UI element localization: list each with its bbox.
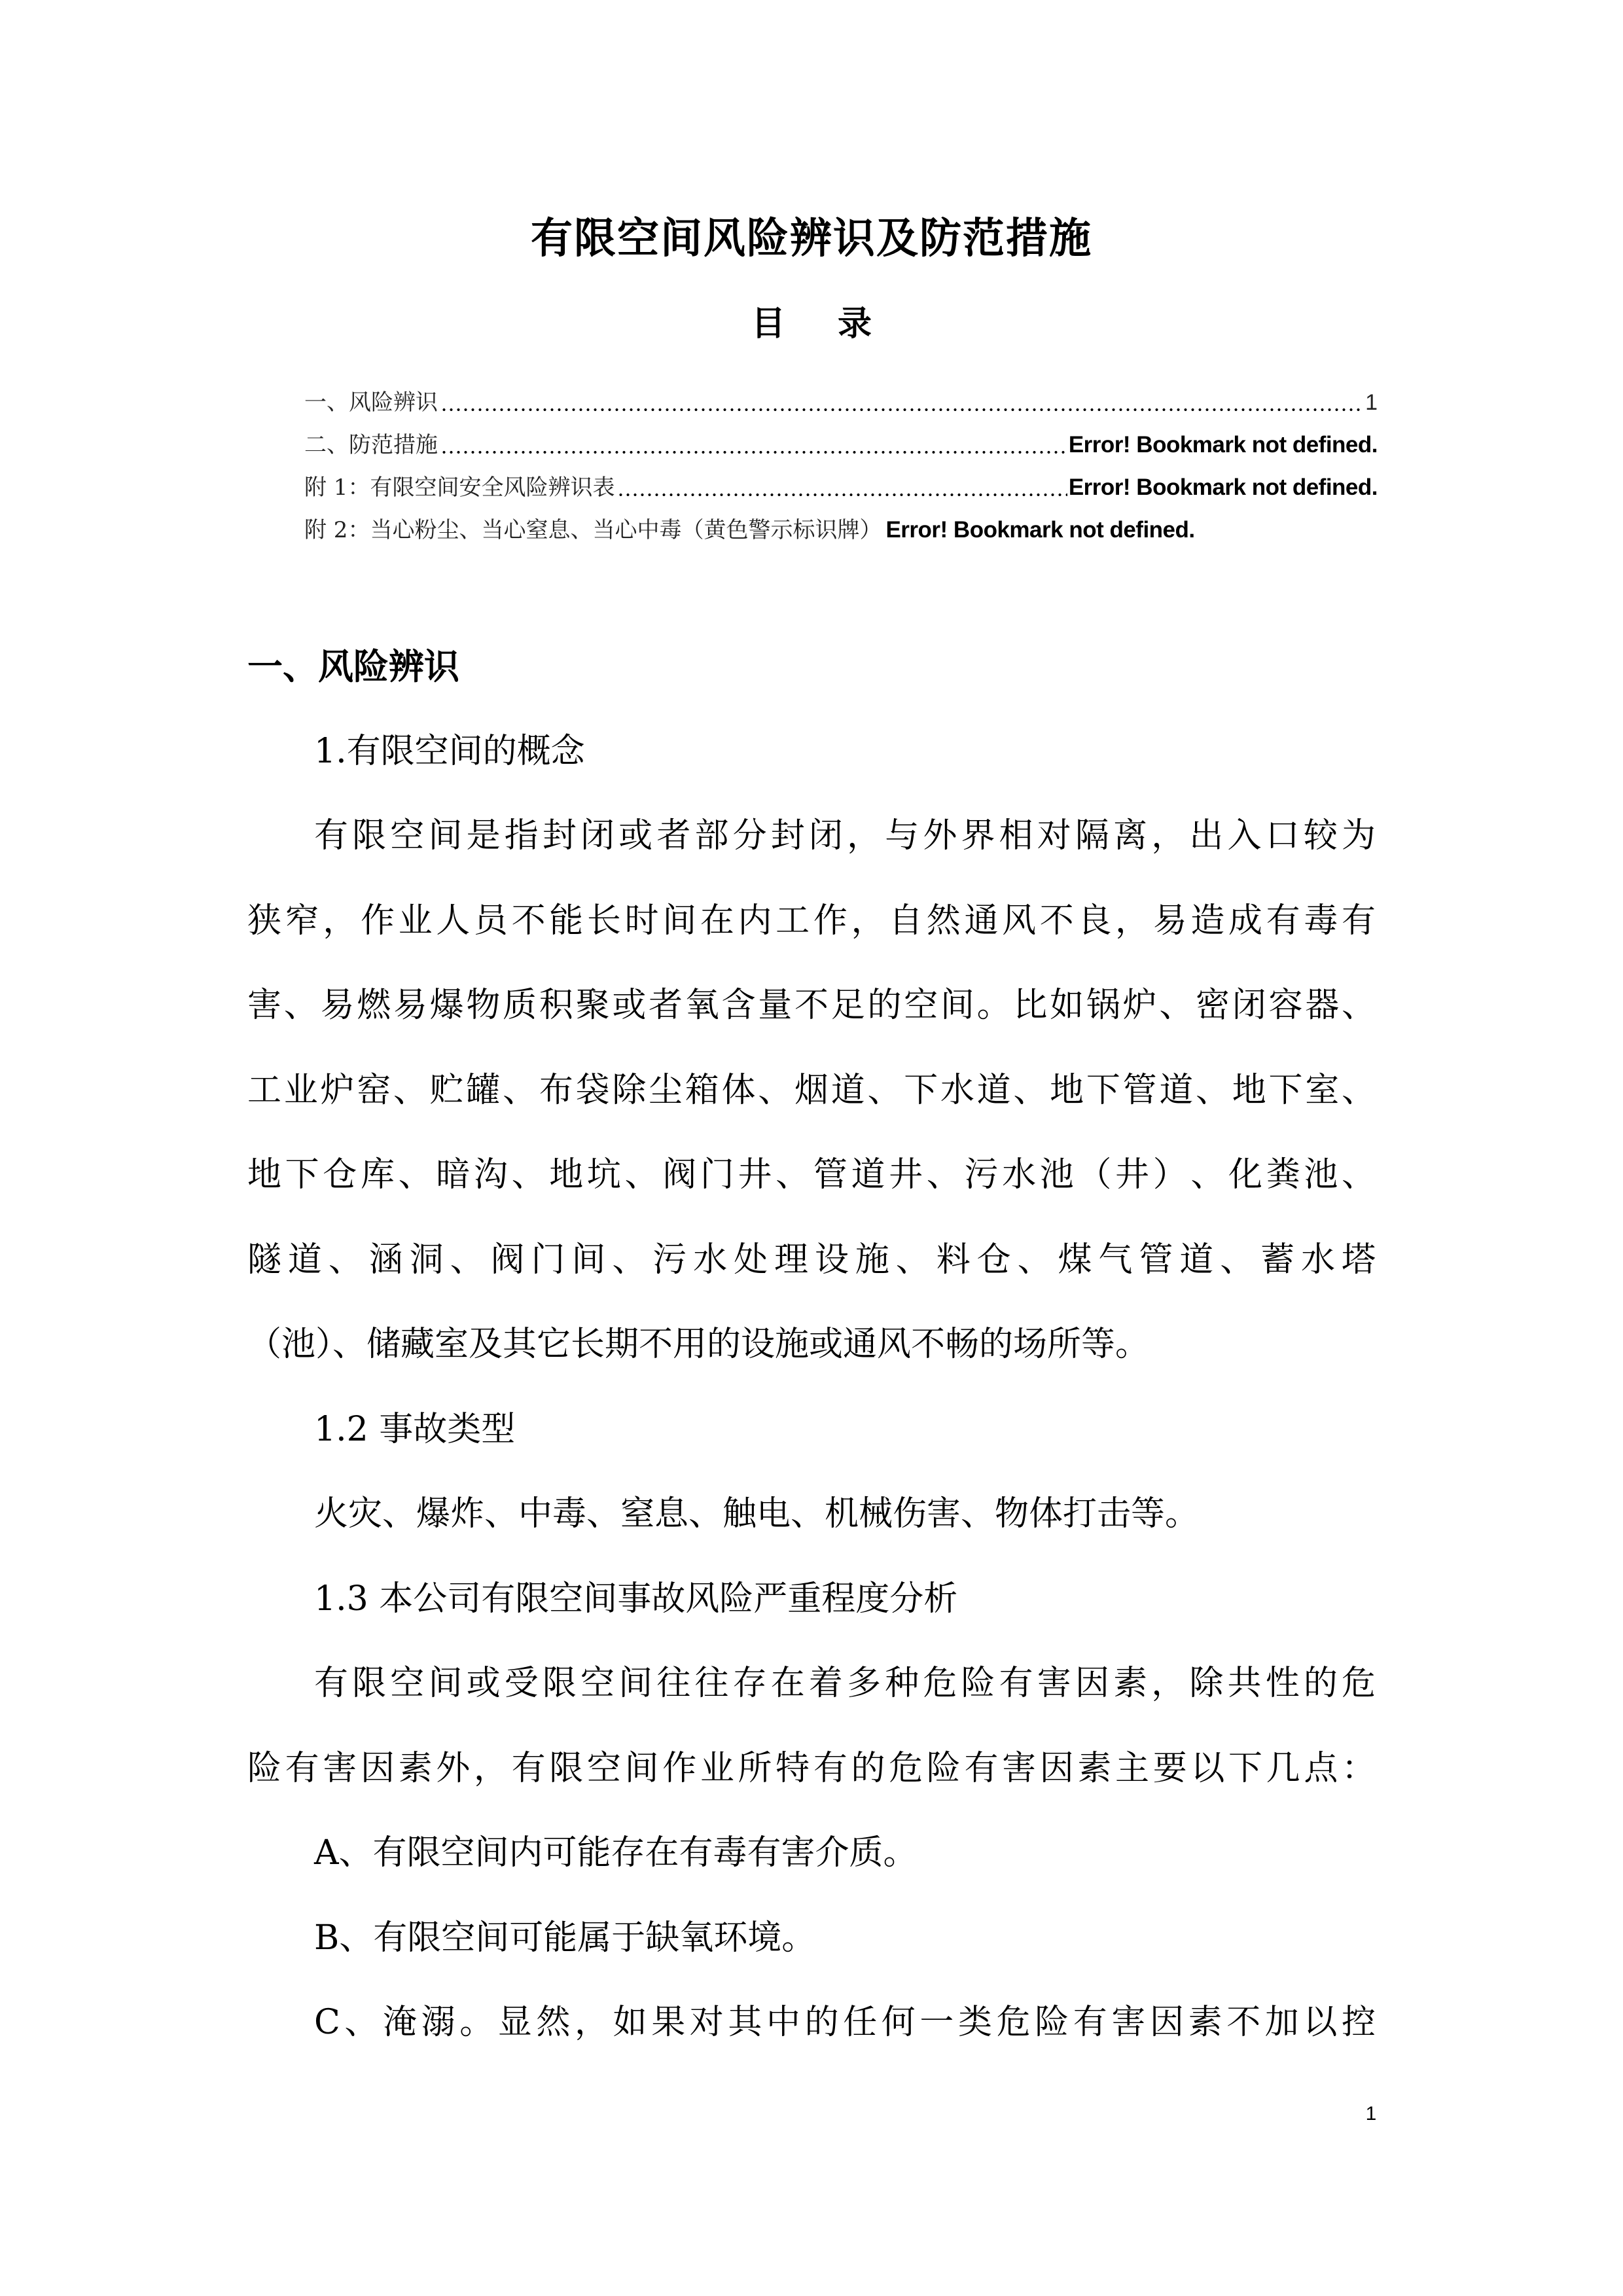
paragraph-line: （池）、储藏室及其它长期不用的设施或通风不畅的场所等。 (247, 1325, 1150, 1364)
justified-text: C​、​淹​溺​。​显​然​，​如​果​对​其​中​的​任​何​一​类​危​险​有​害​因​素​不​加​以​控 (314, 2003, 1376, 2042)
toc-heading (0, 301, 1623, 347)
toc-heading-char: 录 (838, 304, 872, 344)
paragraph-line (247, 1727, 1376, 1812)
subsection-title: 1.2 事故类型 (314, 1409, 516, 1449)
justified-text: 害​、​易​燃​易​爆​物​质​积​聚​或​者​氧​含​量​不​足​的​空​间​。​比​如​锅​炉​、​密​闭​容​器​、 (247, 986, 1376, 1025)
justified-text: 隧​道​、​涵​洞​、​阀​门​间​、​污​水​处​理​设​施​、​料​仓​、​煤​气​管​道​、​蓄​水​塔 (247, 1240, 1376, 1280)
toc-entry[interactable] (304, 502, 1378, 545)
toc-entry-label[interactable]: 一、风险辨识 (304, 389, 438, 416)
paragraph-line (247, 963, 1376, 1049)
toc-entry-label[interactable]: 附 2：当心粉尘、当心窒息、当心中毒（黄色警示标识牌） (304, 517, 882, 543)
paragraph-line (247, 1641, 1376, 1727)
justified-text: 险​有​害​因​素​外​，​有​限​空​间​作​业​所​特​有​的​危​险​有​害​因​素​主​要​以​下​几​点​： (247, 1748, 1376, 1788)
toc-dot-leader (438, 431, 1069, 459)
toc-heading-char: 目 (751, 304, 785, 344)
list-item: A、有限空间内可能存在有毒有害介质。 (314, 1833, 918, 1873)
subsection-title: 1.有限空间的概念 (314, 731, 585, 771)
paragraph-line (247, 794, 1376, 879)
toc-entry-error[interactable]: Error! Bookmark not defined. (1068, 475, 1378, 500)
paragraph-line (247, 1133, 1376, 1218)
justified-text: 有​限​空​间​是​指​封​闭​或​者​部​分​封​闭​，​与​外​界​相​对​隔​离​，​出​入​口​较​为 (314, 816, 1376, 855)
toc-entry-page[interactable]: 1 (1365, 390, 1378, 415)
table-of-contents (304, 374, 1378, 545)
toc-entry-label[interactable]: 附 1：有限空间安全风险辨识表 (304, 475, 615, 501)
justified-text: 有​限​空​间​或​受​限​空​间​往​往​存​在​着​多​种​危​险​有​害​因​素​，​除​共​性​的​危 (314, 1664, 1376, 1703)
toc-entry-label[interactable]: 二、防范措施 (304, 432, 438, 458)
paragraph-line (247, 1218, 1376, 1303)
toc-dot-leader (882, 516, 885, 545)
section-heading: 一、风险辨识 (247, 646, 459, 687)
toc-entry-error[interactable]: Error! Bookmark not defined. (885, 517, 1195, 543)
paragraph-line: 火灾、爆炸、中毒、窒息、触电、机械伤害、物体打击等。 (314, 1494, 1200, 1534)
document-title: 有限空间风险辨识及防范措施 (531, 215, 1092, 263)
justified-text: 工​业​炉​窑​、​贮​罐​、​布​袋​除​尘​箱​体​、​烟​道​、​下​水​道​、​地​下​管​道​、​地​下​室​、 (247, 1070, 1376, 1110)
justified-text: 地​下​仓​库​、​暗​沟​、​地​坑​、​阀​门​井​、​管​道​井​、​污​水​池​（​井​）​、​化​粪​池​、 (247, 1155, 1376, 1194)
toc-dot-leader (615, 473, 1068, 502)
list-item: B、有限空间可能属于缺氧环境。 (314, 1918, 816, 1958)
page-number: 1 (1365, 2103, 1377, 2125)
toc-dot-leader (438, 388, 1365, 417)
toc-entry[interactable] (304, 459, 1378, 502)
subsection-title: 1.3 本公司有限空间事故风险严重程度分析 (314, 1579, 958, 1619)
toc-entry[interactable] (304, 374, 1378, 417)
justified-text: 狭​窄​，​作​业​人​员​不​能​长​时​间​在​内​工​作​，​自​然​通​风​不​良​，​易​造​成​有​毒​有 (247, 901, 1376, 941)
list-item (247, 1981, 1376, 2066)
toc-entry-error[interactable]: Error! Bookmark not defined. (1068, 432, 1378, 457)
section-risk-identification (247, 624, 1376, 2066)
paragraph-line (247, 879, 1376, 964)
toc-entry[interactable] (304, 417, 1378, 459)
paragraph-line (247, 1049, 1376, 1134)
